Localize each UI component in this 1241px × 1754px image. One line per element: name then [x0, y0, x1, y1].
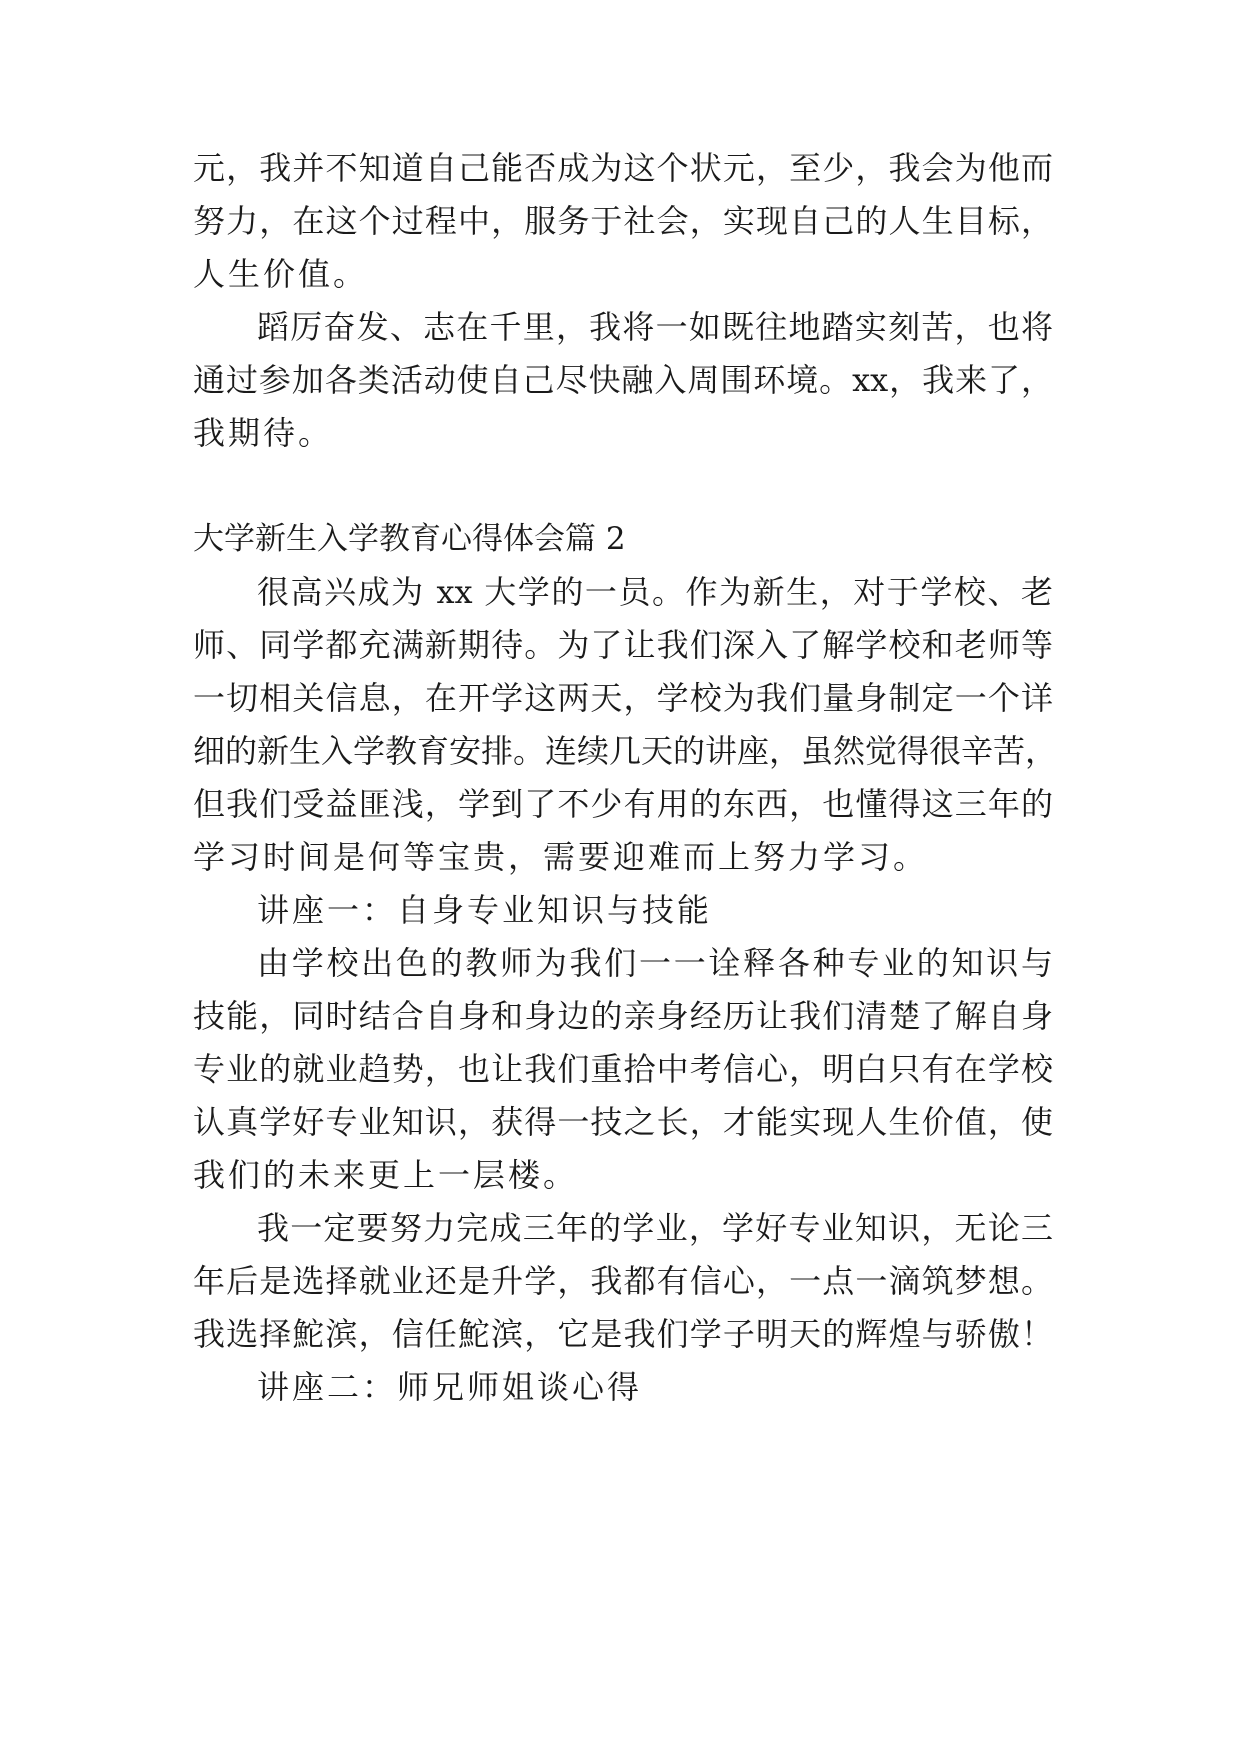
paragraph-line: 学习时间是何等宝贵，需要迎难而上努力学习。: [193, 838, 929, 876]
paragraph-line: 认真学好专业知识，获得一技之长，才能实现人生价值，使: [193, 1103, 1053, 1141]
paragraph-line: 努力，在这个过程中，服务于社会，实现自己的人生目标，: [193, 202, 1053, 240]
paragraph-line: 很高兴成为 xx 大学的一员。作为新生，对于学校、老: [257, 573, 1053, 611]
paragraph-line: 蹈厉奋发、志在千里，我将一如既往地踏实刻苦，也将: [257, 308, 1053, 346]
paragraph-line: 人生价值。: [193, 255, 369, 293]
paragraph-line: 我期待。: [193, 414, 334, 452]
lecture-2-title: 讲座二：师兄师姐谈心得: [257, 1368, 643, 1406]
paragraph-line: 年后是选择就业还是升学，我都有信心，一点一滴筑梦想。: [193, 1262, 1053, 1300]
paragraph-line: 我们的未来更上一层楼。: [193, 1156, 579, 1194]
lecture-1-title: 讲座一：自身专业知识与技能: [257, 891, 713, 929]
paragraph-line: 元，我并不知道自己能否成为这个状元，至少，我会为他而: [193, 149, 1053, 187]
paragraph-line: 细的新生入学教育安排。连续几天的讲座，虽然觉得很辛苦，: [193, 732, 1058, 770]
paragraph-line: 专业的就业趋势，也让我们重拾中考信心，明白只有在学校: [193, 1050, 1053, 1088]
paragraph-line: 但我们受益匪浅，学到了不少有用的东西，也懂得这三年的: [193, 785, 1053, 823]
paragraph-line: 我选择鮀滨，信任鮀滨，它是我们学子明天的辉煌与骄傲！: [193, 1315, 1053, 1353]
section-heading: 大学新生入学教育心得体会篇 2: [193, 521, 626, 557]
paragraph-line: 一切相关信息，在开学这两天，学校为我们量身制定一个详: [193, 679, 1053, 717]
paragraph-line: 师、同学都充满新期待。为了让我们深入了解学校和老师等: [193, 626, 1053, 664]
paragraph-line: 由学校出色的教师为我们一一诠释各种专业的知识与: [257, 944, 1053, 982]
paragraph-line: 我一定要努力完成三年的学业，学好专业知识，无论三: [257, 1209, 1053, 1247]
paragraph-line: 通过参加各类活动使自己尽快融入周围环境。xx，我来了，: [193, 361, 1053, 399]
paragraph-line: 技能，同时结合自身和身边的亲身经历让我们清楚了解自身: [193, 997, 1053, 1035]
